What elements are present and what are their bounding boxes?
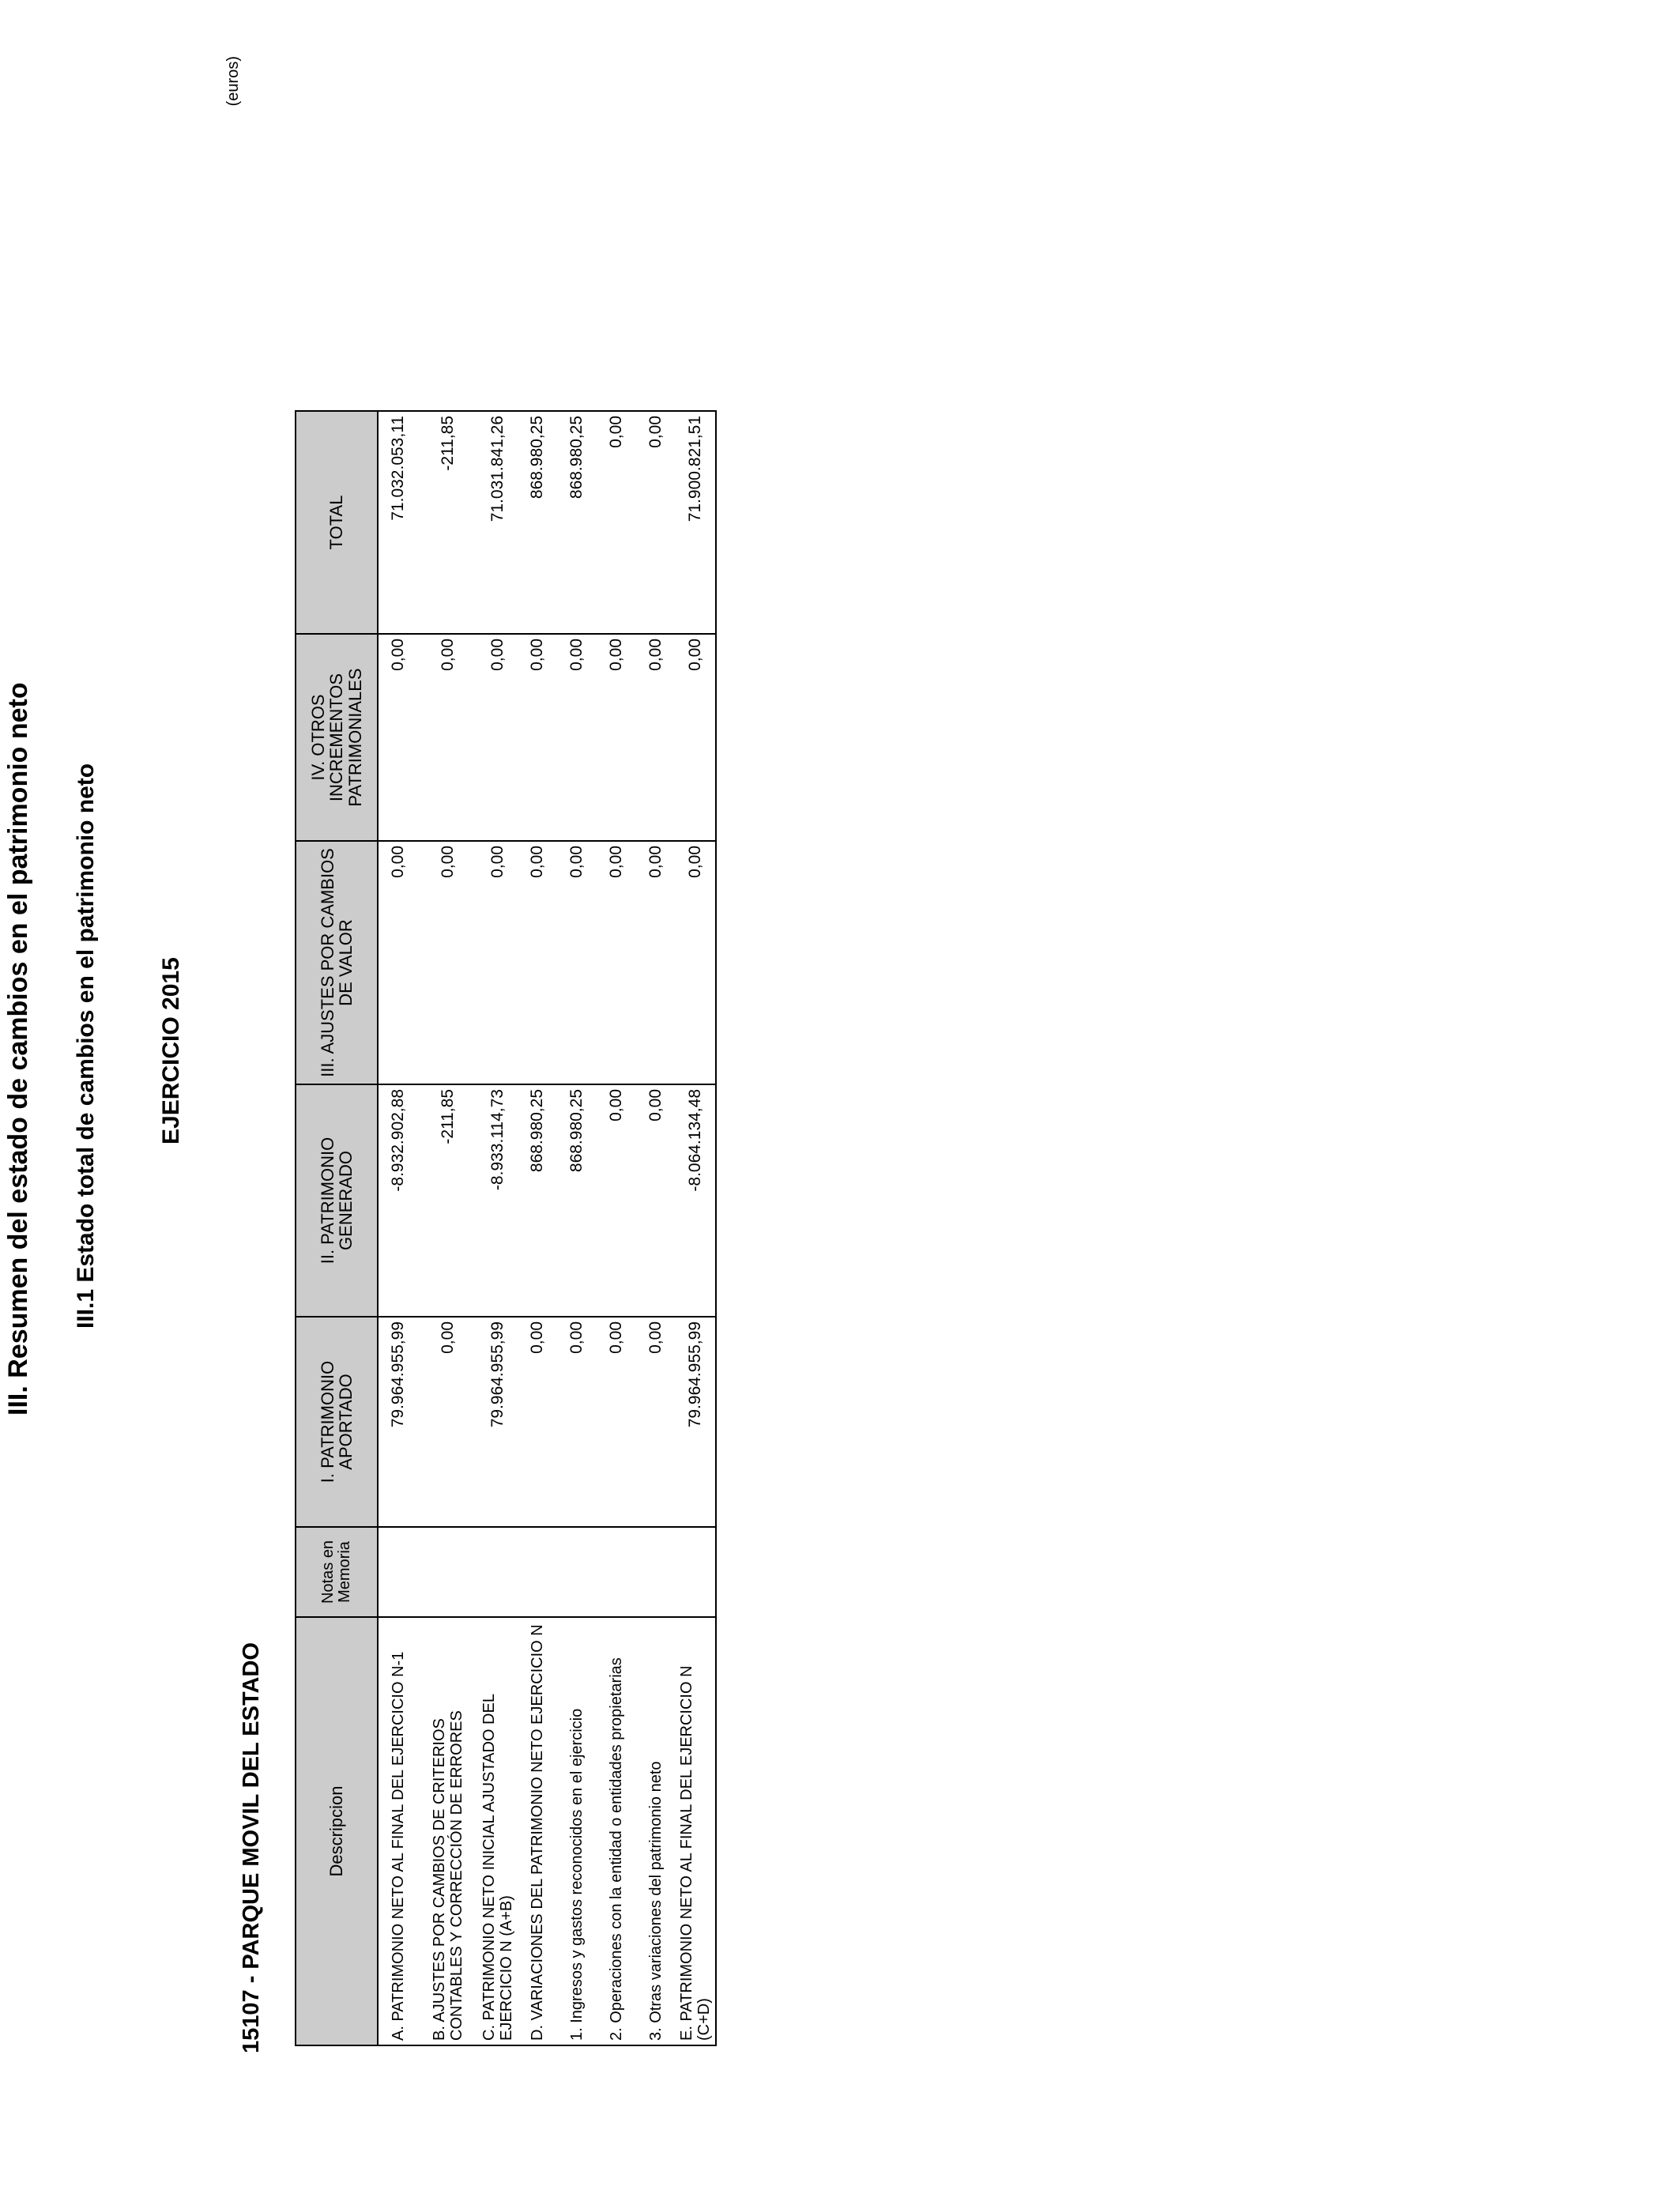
- row-notas: [676, 1527, 716, 1617]
- row-ajustes-cambios-valor: 0,00: [557, 841, 597, 1084]
- row-otros-incrementos: 0,00: [636, 634, 676, 841]
- row-description: A. PATRIMONIO NETO AL FINAL DEL EJERCICIO N-1: [378, 1617, 418, 2045]
- row-notas: [518, 1527, 557, 1617]
- row-total: 0,00: [636, 411, 676, 634]
- header-patrimonio-generado: II. PATRIMONIO GENERADO: [296, 1084, 378, 1317]
- row-description: E. PATRIMONIO NETO AL FINAL DEL EJERCICIO N (C+D): [676, 1617, 716, 2045]
- entity-title: 15107 - PARQUE MOVIL DEL ESTADO: [239, 1642, 264, 2053]
- row-patrimonio-generado: -211,85: [418, 1084, 478, 1317]
- row-ajustes-cambios-valor: 0,00: [518, 841, 557, 1084]
- table-row: [636, 411, 676, 2045]
- units-label: (euros): [224, 56, 242, 107]
- row-ajustes-cambios-valor: 0,00: [378, 841, 418, 1084]
- header-patrimonio-aportado: I. PATRIMONIO APORTADO: [296, 1317, 378, 1527]
- row-patrimonio-aportado: 79.964.955,99: [676, 1317, 716, 1527]
- header-descripcion: Descripcion: [296, 1617, 378, 2045]
- row-otros-incrementos: 0,00: [478, 634, 518, 841]
- row-patrimonio-generado: 0,00: [597, 1084, 636, 1317]
- equity-changes-table: [295, 410, 717, 2046]
- row-ajustes-cambios-valor: 0,00: [418, 841, 478, 1084]
- row-total: 868.980,25: [557, 411, 597, 634]
- subsection-title: III.1 Estado total de cambios en el patrimonio neto: [73, 763, 99, 1329]
- row-patrimonio-generado: 868.980,25: [557, 1084, 597, 1317]
- row-total: 868.980,25: [518, 411, 557, 634]
- row-notas: [378, 1527, 418, 1617]
- row-description: D. VARIACIONES DEL PATRIMONIO NETO EJERCICIO N: [518, 1617, 557, 2045]
- row-notas: [478, 1527, 518, 1617]
- table-header-row: [296, 411, 378, 2045]
- header-otros-incrementos: IV. OTROS INCREMENTOS PATRIMONIALES: [296, 634, 378, 841]
- table-row: [418, 411, 478, 2045]
- row-otros-incrementos: 0,00: [597, 634, 636, 841]
- exercise-title: EJERCICIO 2015: [158, 957, 184, 1144]
- row-ajustes-cambios-valor: 0,00: [676, 841, 716, 1084]
- row-notas: [557, 1527, 597, 1617]
- row-patrimonio-generado: -8.933.114,73: [478, 1084, 518, 1317]
- row-notas: [636, 1527, 676, 1617]
- row-patrimonio-aportado: 0,00: [597, 1317, 636, 1527]
- row-otros-incrementos: 0,00: [676, 634, 716, 841]
- row-patrimonio-generado: -8.932.902,88: [378, 1084, 418, 1317]
- row-patrimonio-generado: 868.980,25: [518, 1084, 557, 1317]
- table-row: [557, 411, 597, 2045]
- row-total: 0,00: [597, 411, 636, 634]
- row-otros-incrementos: 0,00: [518, 634, 557, 841]
- row-description: B. AJUSTES POR CAMBIOS DE CRITERIOS CONTABLES Y CORRECCIÓN DE ERRORES: [418, 1617, 478, 2045]
- row-total: 71.031.841,26: [478, 411, 518, 634]
- row-patrimonio-aportado: 0,00: [636, 1317, 676, 1527]
- row-patrimonio-aportado: 0,00: [418, 1317, 478, 1527]
- row-ajustes-cambios-valor: 0,00: [478, 841, 518, 1084]
- row-ajustes-cambios-valor: 0,00: [597, 841, 636, 1084]
- table-row: [378, 411, 418, 2045]
- row-ajustes-cambios-valor: 0,00: [636, 841, 676, 1084]
- row-patrimonio-aportado: 0,00: [557, 1317, 597, 1527]
- row-description: 2. Operaciones con la entidad o entidades propietarias: [597, 1617, 636, 2045]
- row-otros-incrementos: 0,00: [418, 634, 478, 841]
- header-total: TOTAL: [296, 411, 378, 634]
- row-patrimonio-aportado: 0,00: [518, 1317, 557, 1527]
- row-patrimonio-aportado: 79.964.955,99: [478, 1317, 518, 1527]
- header-notas: Notas en Memoria: [296, 1527, 378, 1617]
- row-total: 71.032.053,11: [378, 411, 418, 634]
- table-row: [676, 411, 716, 2045]
- row-otros-incrementos: 0,00: [557, 634, 597, 841]
- row-notas: [418, 1527, 478, 1617]
- row-patrimonio-aportado: 79.964.955,99: [378, 1317, 418, 1527]
- row-otros-incrementos: 0,00: [378, 634, 418, 841]
- row-description: 3. Otras variaciones del patrimonio neto: [636, 1617, 676, 2045]
- table-row: [597, 411, 636, 2045]
- table-row: [518, 411, 557, 2045]
- row-notas: [597, 1527, 636, 1617]
- row-description: 1. Ingresos y gastos reconocidos en el ejercicio: [557, 1617, 597, 2045]
- table-row: [478, 411, 518, 2045]
- row-description: C. PATRIMONIO NETO INICIAL AJUSTADO DEL EJERCICIO N (A+B): [478, 1617, 518, 2045]
- header-ajustes-cambios-valor: III. AJUSTES POR CAMBIOS DE VALOR: [296, 841, 378, 1084]
- row-patrimonio-generado: 0,00: [636, 1084, 676, 1317]
- row-patrimonio-generado: -8.064.134,48: [676, 1084, 716, 1317]
- section-title: III. Resumen del estado de cambios en el patrimonio neto: [3, 682, 33, 1416]
- row-total: 71.900.821,51: [676, 411, 716, 634]
- row-total: -211,85: [418, 411, 478, 634]
